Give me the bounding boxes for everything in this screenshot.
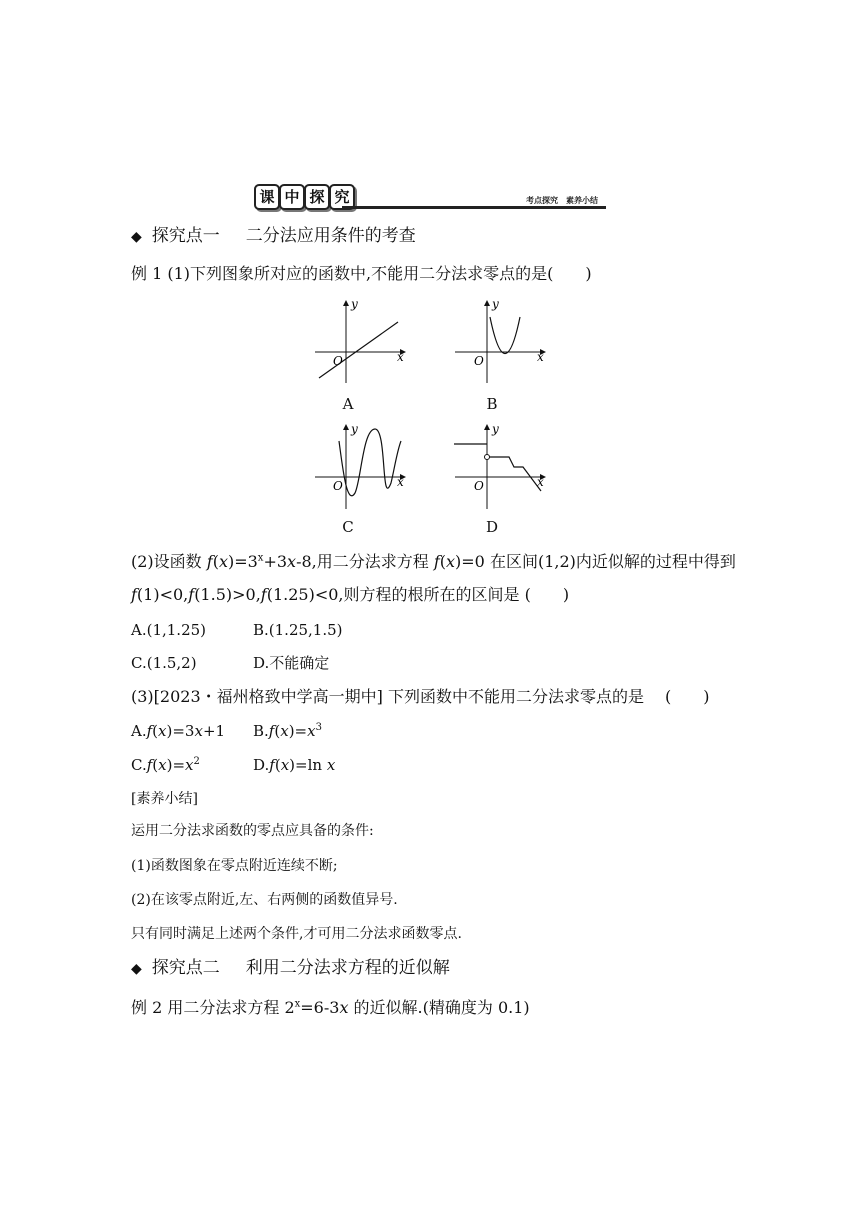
section-heading-1	[131, 225, 416, 248]
superscript: 3	[315, 722, 322, 733]
example1-question2-line1	[131, 552, 736, 572]
math-var: x	[218, 552, 228, 571]
math-var: x	[287, 552, 297, 571]
text-run: )=3	[166, 722, 195, 740]
text-run: (1.5)>0,	[194, 585, 261, 604]
origin-label: O	[333, 479, 343, 493]
section-heading-title: 二分法应用条件的考查	[245, 226, 416, 246]
text-run: +1	[202, 722, 226, 740]
summary-line-1: 运用二分法求函数的零点应具备的条件:	[131, 823, 374, 839]
q3-option-b	[253, 721, 322, 741]
graph-b-label: B	[486, 395, 498, 413]
example1-question3: (3)[2023・福州格致中学高一期中] 下列函数中不能用二分法求零点的是 ( )	[131, 687, 710, 706]
banner-char-4: 究	[329, 184, 355, 210]
origin-label: O	[333, 354, 343, 368]
text-run: =6-3	[300, 998, 340, 1017]
graph-c	[311, 421, 411, 511]
math-var: x	[446, 552, 456, 571]
section-heading-title: 利用二分法求方程的近似解	[245, 958, 450, 978]
graph-b	[451, 295, 551, 385]
q2-option-a: A.(1,1.25)	[131, 621, 207, 639]
option-label: A.	[131, 722, 147, 740]
math-var: f	[146, 756, 153, 774]
math-var: x	[280, 722, 289, 740]
text-run: (	[439, 552, 446, 571]
origin-label: O	[474, 479, 484, 493]
banner-char-3: 探	[304, 184, 330, 210]
q2-option-b: B.(1.25,1.5)	[253, 621, 343, 639]
section-heading-2	[131, 957, 450, 980]
text-run: (	[274, 756, 281, 774]
math-var: x	[280, 756, 290, 774]
summary-line-3: (2)在该零点附近,左、右两侧的函数值异号.	[131, 892, 398, 908]
axis-x-label: x	[537, 350, 544, 364]
superscript: x	[257, 552, 264, 564]
math-var: f	[206, 552, 213, 571]
text-run: )=	[166, 756, 186, 774]
diamond-bullet-icon: ◆	[131, 961, 142, 977]
q2-option-c: C.(1.5,2)	[131, 654, 197, 672]
text-run: )=	[288, 722, 308, 740]
axis-x-label: x	[397, 475, 404, 489]
summary-line-2: (1)函数图象在零点附近连续不断;	[131, 858, 338, 874]
graph-d	[451, 421, 551, 511]
option-label: B.	[253, 722, 269, 740]
axis-y-label: y	[351, 422, 358, 436]
q3-option-d	[253, 755, 335, 775]
math-var: f	[433, 552, 440, 571]
text-run: 的近似解.(精确度为 0.1)	[348, 998, 530, 1017]
text-run: +3	[263, 552, 288, 571]
math-var: f	[260, 585, 267, 604]
text-run: )=ln	[289, 756, 327, 774]
math-var: x	[339, 998, 349, 1017]
math-var: x	[158, 722, 167, 740]
axis-x-label: x	[537, 475, 544, 489]
banner-underline	[342, 206, 606, 209]
banner-char-1: 课	[254, 184, 280, 210]
banner-subtitle: 考点探究 素养小结	[526, 196, 598, 205]
axis-y-label: y	[492, 422, 499, 436]
text-run: 例 2 用二分法求方程 2	[131, 998, 295, 1017]
math-var: f	[268, 722, 275, 740]
section-heading-label: 探究点二	[151, 958, 220, 978]
text-run: (	[152, 722, 159, 740]
math-var: x	[158, 756, 167, 774]
q3-option-a	[131, 721, 225, 741]
text-run: (	[212, 552, 219, 571]
q3-option-c	[131, 755, 200, 775]
text-run: (	[274, 722, 281, 740]
math-var: x	[185, 756, 194, 774]
section-banner	[254, 184, 606, 212]
graph-d-label: D	[485, 518, 499, 536]
text-run: (1)<0,	[136, 585, 189, 604]
q2-option-d: D.不能确定	[253, 654, 330, 672]
section-heading-label: 探究点一	[151, 226, 220, 246]
axis-y-label: y	[351, 297, 358, 311]
graph-c-label: C	[342, 518, 354, 536]
superscript: x	[294, 998, 301, 1010]
graph-a-label: A	[342, 395, 354, 413]
example2-question	[131, 998, 530, 1018]
math-var: x	[307, 722, 316, 740]
math-var: f	[269, 756, 275, 774]
banner-char-2: 中	[279, 184, 305, 210]
text-run: )=0 在区间(1,2)内近似解的过程中得到	[455, 552, 736, 571]
math-var: f	[131, 585, 137, 604]
axis-x-label: x	[397, 350, 404, 364]
axis-y-label: y	[492, 297, 499, 311]
origin-label: O	[474, 354, 484, 368]
text-run: (	[152, 756, 159, 774]
text-run: (2)设函数	[131, 552, 207, 571]
math-var: x	[194, 722, 203, 740]
text-run: -8,用二分法求方程	[296, 552, 434, 571]
example1-question2-line2	[131, 585, 569, 605]
text-run: (1.25)<0,则方程的根所在的区间是 ( )	[266, 585, 570, 604]
example1-question1: 例 1 (1)下列图象所对应的函数中,不能用二分法求零点的是( )	[131, 264, 592, 283]
summary-line-4: 只有同时满足上述两个条件,才可用二分法求函数零点.	[131, 926, 462, 942]
diamond-bullet-icon: ◆	[131, 229, 142, 245]
math-var: f	[188, 585, 195, 604]
summary-title: [素养小结]	[131, 791, 198, 807]
option-label: C.	[131, 756, 147, 774]
math-var: f	[146, 722, 153, 740]
text-run: )=3	[227, 552, 258, 571]
option-label: D.	[253, 756, 270, 774]
math-var: x	[326, 756, 336, 774]
superscript: 2	[193, 756, 200, 767]
graph-a	[311, 295, 411, 385]
